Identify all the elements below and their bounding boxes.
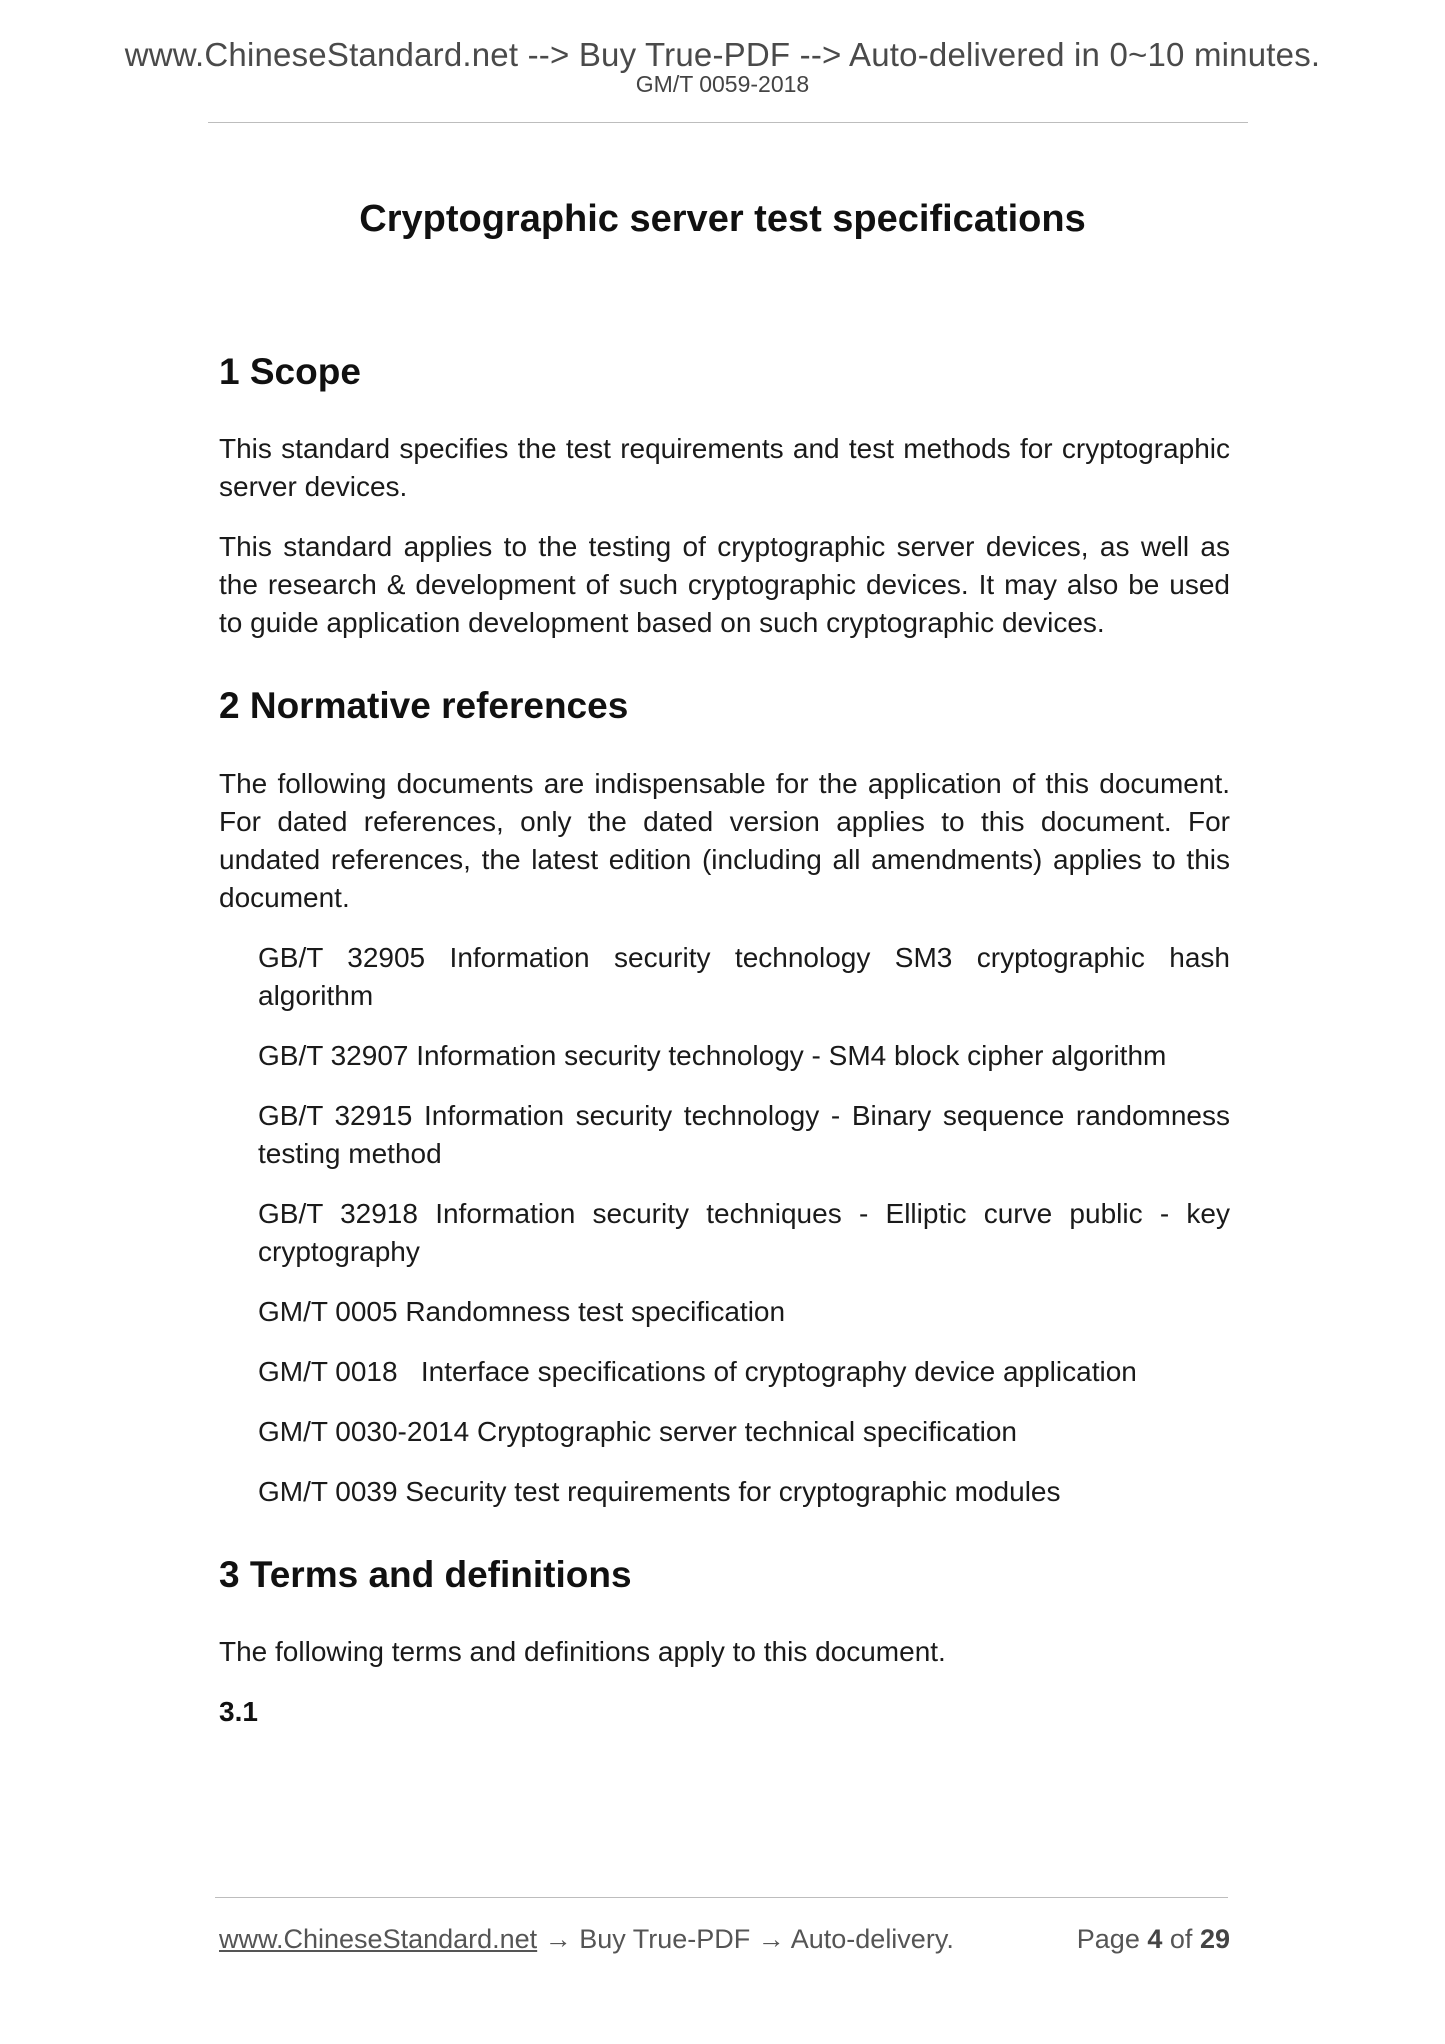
page-of-label: of <box>1169 1924 1193 1954</box>
footer-delivery-text: → Buy True-PDF → Auto-delivery. <box>537 1924 954 1954</box>
terms-definitions-section <box>219 1553 1230 1731</box>
terms-definitions-intro: The following terms and definitions apply to this document. <box>219 1636 946 1668</box>
reference-item: GM/T 0039 Security test requirements for cryptographic modules <box>258 1475 1061 1507</box>
scope-section <box>219 350 1230 642</box>
reference-item: GM/T 0018 Interface specifications of cryptography device application <box>258 1355 1137 1387</box>
normative-references-section <box>219 684 1230 1510</box>
page-number: 4 <box>1147 1924 1163 1954</box>
document-title: Cryptographic server test specifications <box>359 198 1086 241</box>
page-total: 29 <box>1199 1924 1230 1954</box>
footer-divider <box>215 1897 1228 1898</box>
normative-references-heading: 2 Normative references <box>219 685 629 727</box>
scope-heading: 1 Scope <box>219 351 361 392</box>
reference-item: GB/T 32905 Information security technology SM3 cryptographic hash algorithm <box>258 941 1230 1011</box>
footer-website-link[interactable]: www.ChineseStandard.net <box>219 1924 538 1954</box>
reference-list <box>219 939 1230 1511</box>
page-footer <box>219 1919 1230 1959</box>
reference-item: GB/T 32915 Information security technology - Binary sequence randomness testing method <box>258 1099 1230 1169</box>
scope-paragraph: This standard applies to the testing of cryptographic server devices, as well as the research & development of such cryptographic devices. It may also be used to guide application development based on such cryptographic devices. <box>219 531 1230 639</box>
page-indicator <box>1077 1919 1230 1959</box>
clause-number: 3.1 <box>219 1696 258 1728</box>
terms-definitions-heading: 3 Terms and definitions <box>219 1553 632 1595</box>
scope-paragraph: This standard specifies the test requirements and test methods for cryptographic server devices. <box>219 433 1230 503</box>
document-code: GM/T 0059-2018 <box>635 71 810 97</box>
reference-item: GM/T 0030-2014 Cryptographic server technical specification <box>258 1415 1017 1447</box>
reference-item: GM/T 0005 Randomness test specification <box>258 1295 786 1327</box>
footer-source <box>219 1919 954 1959</box>
source-banner: www.ChineseStandard.net --> Buy True-PDF --> Auto-delivered in 0~10 minutes. <box>124 36 1321 73</box>
document-body <box>219 350 1230 1731</box>
normative-references-intro: The following documents are indispensable for the application of this document. For dated references, only the dated version applies to this document. For undated references, the latest edition (including all amendments) applies to this document. <box>219 767 1230 913</box>
header-divider <box>208 122 1248 123</box>
page-label: Page <box>1076 1924 1140 1954</box>
reference-item: GB/T 32918 Information security techniques - Elliptic curve public - key cryptography <box>258 1197 1230 1267</box>
reference-item: GB/T 32907 Information security technology - SM4 block cipher algorithm <box>258 1039 1167 1071</box>
